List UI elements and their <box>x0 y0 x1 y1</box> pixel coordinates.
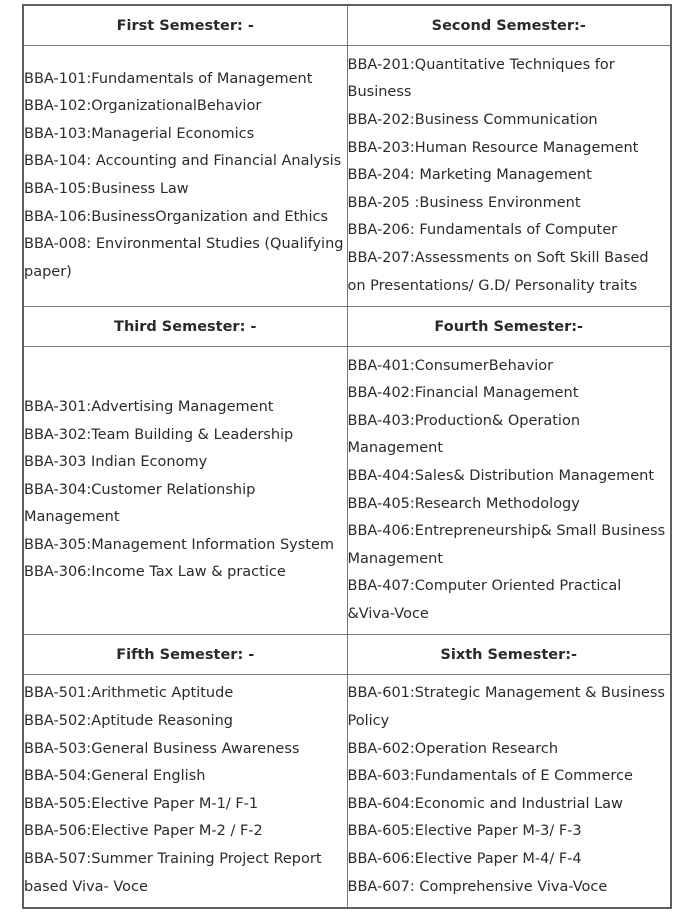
course-item: BBA-207:Assessments on Soft Skill Based on Presentations/ G.D/ Personality traits <box>347 249 649 294</box>
course-list-first <box>24 66 347 287</box>
course-item: BBA-206: Fundamentals of Computer <box>347 222 618 239</box>
course-item: BBA-306:Income Tax Law & practice <box>24 564 286 581</box>
course-item: BBA-407:Computer Oriented Practical &Viva-Voce <box>347 578 622 622</box>
course-item: BBA-502:Aptitude Reasoning <box>24 712 234 729</box>
course-item: BBA-202:Business Communication <box>347 112 598 129</box>
course-list-sixth <box>348 680 671 901</box>
course-item: BBA-302:Team Building & Leadership <box>24 426 294 443</box>
course-item: BBA-204: Marketing Management <box>347 167 592 184</box>
course-item: BBA-301:Advertising Management <box>24 398 274 415</box>
semester-heading-second: Second Semester:- <box>347 5 671 46</box>
semester-header-row <box>23 307 671 347</box>
course-item: BBA-304:Customer Relationship Management <box>24 481 256 526</box>
semester-course-row <box>23 347 671 635</box>
course-list-second <box>348 52 671 300</box>
course-item: BBA-401:ConsumerBehavior <box>347 357 554 374</box>
semester-heading-fifth: Fifth Semester: - <box>23 635 347 675</box>
course-item: BBA-103:Managerial Economics <box>24 125 255 142</box>
course-list-cell <box>23 675 347 908</box>
course-item: BBA-606:Elective Paper M-4/ F-4 <box>347 850 582 867</box>
course-item: BBA-504:General English <box>24 768 206 785</box>
course-item: BBA-507:Summer Training Project Report based Viva- Voce <box>24 850 322 895</box>
course-item: BBA-603:Fundamentals of E Commerce <box>347 768 633 785</box>
course-item: BBA-105:Business Law <box>24 181 189 197</box>
course-list-fourth <box>348 353 671 629</box>
course-item: BBA-601:Strategic Management & Business Policy <box>347 685 665 729</box>
semester-heading-third: Third Semester: - <box>23 307 347 347</box>
semester-course-row <box>23 675 671 908</box>
semester-header-row <box>23 5 671 46</box>
course-item: BBA-607: Comprehensive Viva-Voce <box>347 878 608 895</box>
semester-header-row <box>23 635 671 675</box>
semester-course-row <box>23 46 671 307</box>
course-item: BBA-008: Environmental Studies (Qualifying paper) <box>24 236 344 280</box>
course-item: BBA-106:BusinessOrganization and Ethics <box>24 208 329 225</box>
course-list-fifth <box>24 680 347 901</box>
course-list-cell <box>23 46 347 307</box>
course-item: BBA-406:Entrepreneurship& Small Business Management <box>347 523 666 567</box>
course-item: BBA-602:Operation Research <box>347 740 559 757</box>
course-item: BBA-403:Production& Operation Management <box>347 412 581 457</box>
semester-table <box>22 4 672 909</box>
course-item: BBA-604:Economic and Industrial Law <box>347 795 623 812</box>
course-item: BBA-605:Elective Paper M-3/ F-3 <box>347 823 582 840</box>
course-item: BBA-404:Sales& Distribution Management <box>347 467 655 484</box>
course-item: BBA-303 Indian Economy <box>24 454 208 471</box>
course-item: BBA-305:Management Information System <box>24 536 335 553</box>
course-item: BBA-402:Financial Management <box>347 385 579 402</box>
course-list-cell <box>23 347 347 635</box>
course-item: BBA-503:General Business Awareness <box>24 740 300 757</box>
semester-heading-first: First Semester: - <box>23 5 347 46</box>
course-list-cell <box>347 675 671 908</box>
course-item: BBA-205 :Business Environment <box>347 194 581 211</box>
course-list-cell <box>347 46 671 307</box>
course-item: BBA-201:Quantitative Techniques for Business <box>347 56 615 101</box>
course-item: BBA-203:Human Resource Management <box>347 139 639 156</box>
course-list-cell <box>347 347 671 635</box>
semester-heading-sixth: Sixth Semester:- <box>347 635 671 675</box>
course-list-third <box>24 394 347 587</box>
course-item: BBA-104: Accounting and Financial Analysis <box>24 153 342 170</box>
course-item: BBA-505:Elective Paper M-1/ F-1 <box>24 795 259 812</box>
course-item: BBA-506:Elective Paper M-2 / F-2 <box>24 823 263 840</box>
course-item: BBA-501:Arithmetic Aptitude <box>24 685 234 702</box>
course-item: BBA-405:Research Methodology <box>347 495 580 512</box>
course-item: BBA-102:OrganizationalBehavior <box>24 98 262 115</box>
course-item: BBA-101:Fundamentals of Management <box>24 70 313 87</box>
semester-heading-fourth: Fourth Semester:- <box>347 307 671 347</box>
